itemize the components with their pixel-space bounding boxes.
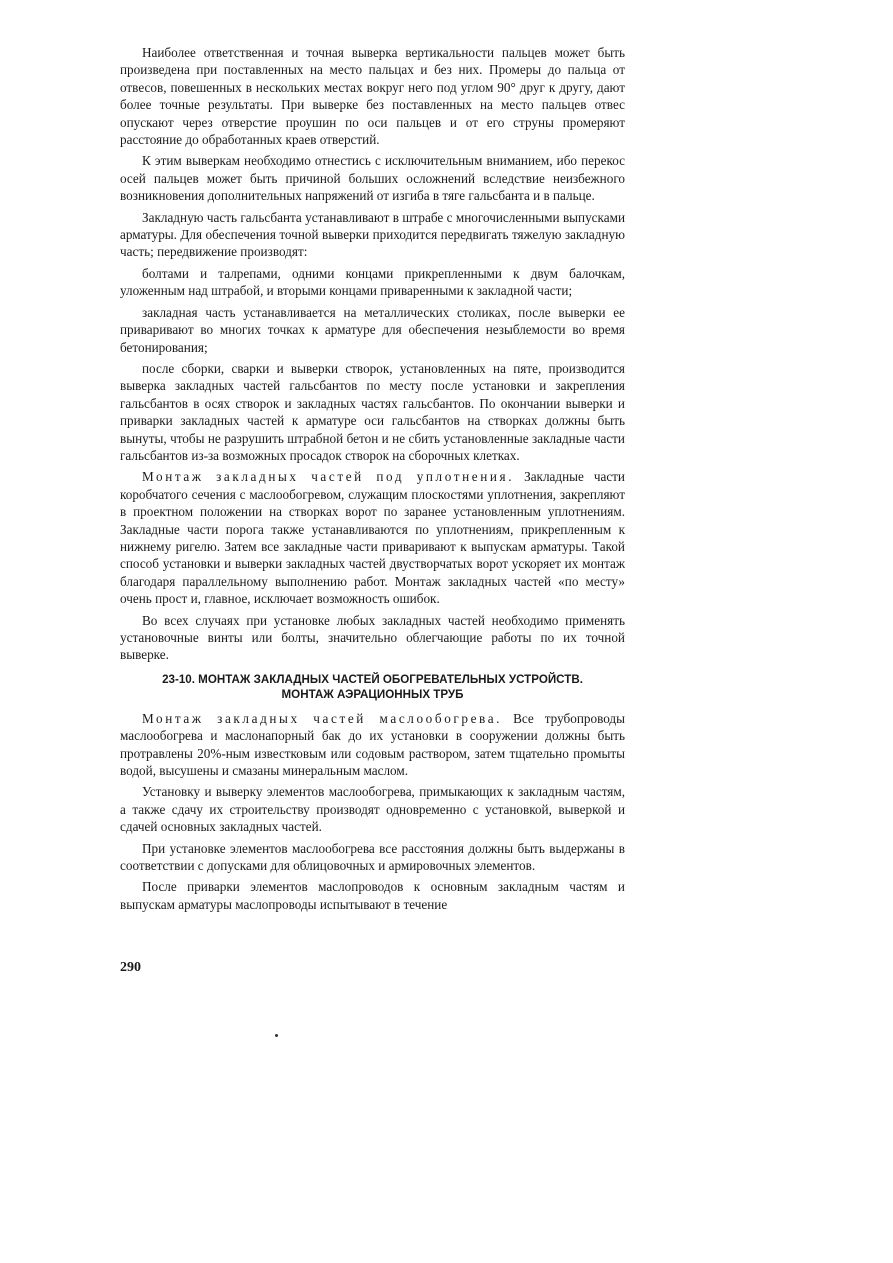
paragraph: При установке элементов маслообогрева все расстояния должны быть выдержаны в соответствии с допусками для облицовочных и армировочных элементов. [120, 840, 625, 874]
paragraph: Во всех случаях при установке любых закладных частей необходимо применять установочные винты или болты, значительно облегчающие работы по их точной выверке. [120, 612, 625, 663]
list-item: закладная часть устанавливается на металлических столиках, после выверки ее приваривают во многих точках к арматуре для обеспечения незыблемости во время бетонирования; [120, 304, 625, 355]
paragraph-text: Закладные части коробчатого сечения с маслообогревом, служащим плоскостями уплотнения, закрепляют в проектном положении на створках ворот по заранее установленным уплотнениям. Закладные части порога также устанавливаются по уплотнениям, прикрепленным к нижнему ригелю. Затем все закладные части приваривают к выпускам арматуры. Такой способ установки и выверки закладных частей двустворчатых ворот ускоряет их монтаж благодаря параллельному выполнению работ. Монтаж закладных частей «по месту» очень прост и, главное, исключает возможность ошибок. [120, 469, 625, 607]
seal-section-paragraph [120, 468, 625, 607]
list-item: после сборки, сварки и выверки створок, установленных на пяте, производится выверка закладных частей гальсбантов по месту после установки и закрепления гальсбантов в осях створок и закладных частях гальсбантов. По окончании выверки и приварки закладных частей к арматуре оси гальсбантов на створках должны быть вынуты, чтобы не разрушить штрабной бетон и не сбить установленные закладные части гальсбантов из-за возможных просадок створок на сборочных клетках. [120, 360, 625, 463]
paragraph: Наиболее ответственная и точная выверка вертикальности пальцев может быть произведена при поставленных на место пальцах и без них. Промеры до пальца от отвесов, повешенных в нескольких местах вокруг него под углом 90° друг к другу, дают более точные результаты. При выверке без поставленных на место пальцев отвес опускают через отверстие проушин по оси пальцев и от его струны промеряют расстояние до обработанных краев отверстий. [120, 45, 625, 148]
page-body [120, 44, 625, 913]
run-in-heading: Монтаж закладных частей маслообогрева. [142, 710, 503, 726]
run-in-heading: Монтаж закладных частей под уплотнения. [142, 469, 515, 485]
paragraph: После приварки элементов маслопроводов к основным закладным частям и выпускам арматуры маслопроводы испытывают в течение [120, 879, 625, 912]
paragraph: К этим выверкам необходимо отнестись с исключительным вниманием, ибо перекос осей пальцев может быть причиной больших осложнений вследствие неизбежного возникновения дополнительных напряжений от изгиба в тяге гальсбанта и в пальце. [120, 153, 625, 204]
page-number: 290 [120, 960, 141, 975]
section-heading [120, 672, 625, 702]
heating-section-paragraph [120, 710, 625, 780]
section-heading-line: МОНТАЖ АЭРАЦИОННЫХ ТРУБ [281, 687, 464, 701]
paragraph: Закладную часть гальсбанта устанавливают в штрабе с многочисленными выпусками арматуры. Для обеспечения точной выверки приходится передвигать тяжелую закладную часть; передвижение производят: [120, 209, 625, 260]
paragraph-text: Все трубопроводы маслообогрева и маслонапорный бак до их установки в сооружении должны быть протравлены 20%-ным известковым или содовым раствором, затем тщательно промыты водой, высушены и смазаны минеральным маслом. [120, 710, 625, 779]
paragraph: Установку и выверку элементов маслообогрева, примыкающих к закладным частям, а также сдачу их строительству производят одновременно с установкой, выверкой и сдачей основных закладных частей. [120, 784, 625, 835]
section-heading-line: 23-10. МОНТАЖ ЗАКЛАДНЫХ ЧАСТЕЙ ОБОГРЕВАТЕЛЬНЫХ УСТРОЙСТВ. [162, 672, 583, 686]
scan-speck [275, 1034, 278, 1037]
list-item: болтами и талрепами, одними концами прикрепленными к двум балочкам, уложенным над штрабой, и вторыми концами приваренными к закладной части; [120, 265, 625, 299]
